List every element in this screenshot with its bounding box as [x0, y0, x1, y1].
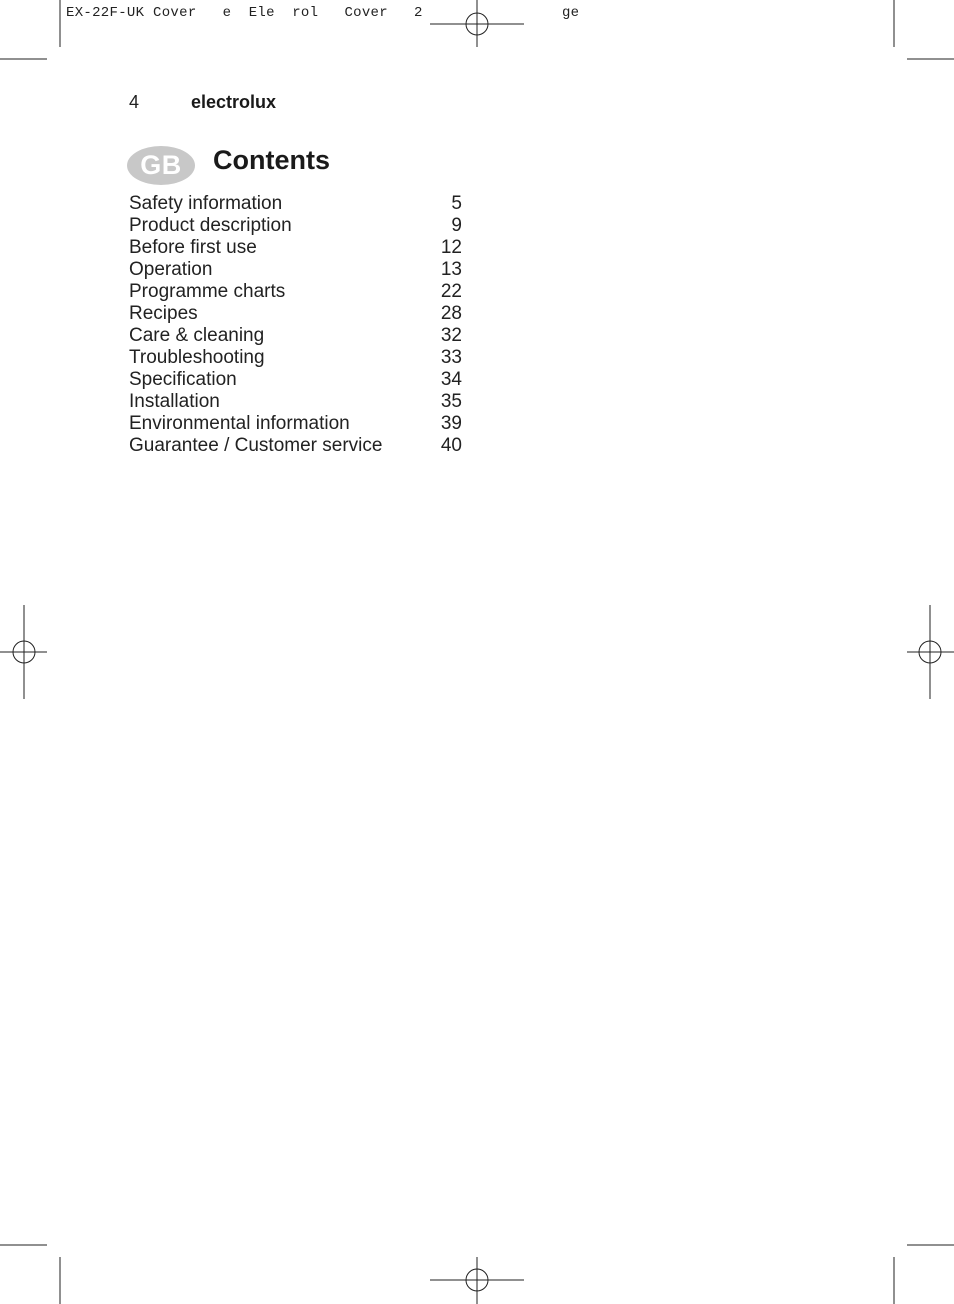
toc-entry-label: Environmental information — [129, 413, 350, 434]
registration-mark-right — [907, 605, 954, 699]
toc-entry-page: 28 — [440, 303, 462, 324]
toc-entry[interactable] — [129, 325, 462, 347]
toc-entry-label: Guarantee / Customer service — [129, 435, 383, 456]
toc-entry[interactable] — [129, 369, 462, 391]
toc-entry-label: Installation — [129, 391, 220, 412]
toc-entry[interactable] — [129, 391, 462, 413]
toc-entry-page: 40 — [440, 435, 462, 456]
toc-entry-label: Programme charts — [129, 281, 286, 302]
toc-entry-label: Product description — [129, 215, 292, 236]
print-slug-line: EX-22F-UK Cover e Ele rol Cover 2 ge — [66, 5, 580, 21]
toc-entry-label: Operation — [129, 259, 213, 280]
toc-entry-page: 5 — [451, 193, 462, 214]
toc-entry[interactable] — [129, 259, 462, 281]
toc-entry-page: 35 — [440, 391, 462, 412]
registration-mark-top — [430, 0, 524, 47]
language-badge-gb — [127, 146, 195, 185]
toc-entry-label: Specification — [129, 369, 237, 390]
toc-entry-page: 22 — [440, 281, 462, 302]
toc-entry[interactable] — [129, 303, 462, 325]
toc-entry-page: 12 — [440, 237, 462, 258]
toc-entry-page: 39 — [440, 413, 462, 434]
toc-entry-page: 13 — [440, 259, 462, 280]
header-brand-name: electrolux — [191, 92, 277, 112]
table-of-contents — [129, 193, 462, 457]
toc-entry-page: 34 — [440, 369, 462, 390]
toc-entry-page: 9 — [451, 215, 462, 236]
page-title: Contents — [213, 145, 330, 175]
toc-entry[interactable] — [129, 435, 462, 457]
toc-entry-page: 33 — [440, 347, 462, 368]
header-page-number: 4 — [129, 92, 140, 112]
toc-entry-label: Troubleshooting — [129, 347, 265, 368]
toc-entry-label: Before first use — [129, 237, 257, 258]
toc-entry[interactable] — [129, 413, 462, 435]
toc-entry[interactable] — [129, 281, 462, 303]
toc-entry[interactable] — [129, 347, 462, 369]
registration-mark-left — [0, 605, 47, 699]
toc-entry-label: Safety information — [129, 193, 283, 214]
toc-entry[interactable] — [129, 215, 462, 237]
toc-entry-page: 32 — [440, 325, 462, 346]
toc-entry[interactable] — [129, 237, 462, 259]
toc-entry-label: Care & cleaning — [129, 325, 265, 346]
toc-entry-label: Recipes — [129, 303, 198, 324]
toc-entry[interactable] — [129, 193, 462, 215]
registration-mark-bottom — [430, 1257, 524, 1304]
language-badge-label: GB — [140, 150, 182, 180]
